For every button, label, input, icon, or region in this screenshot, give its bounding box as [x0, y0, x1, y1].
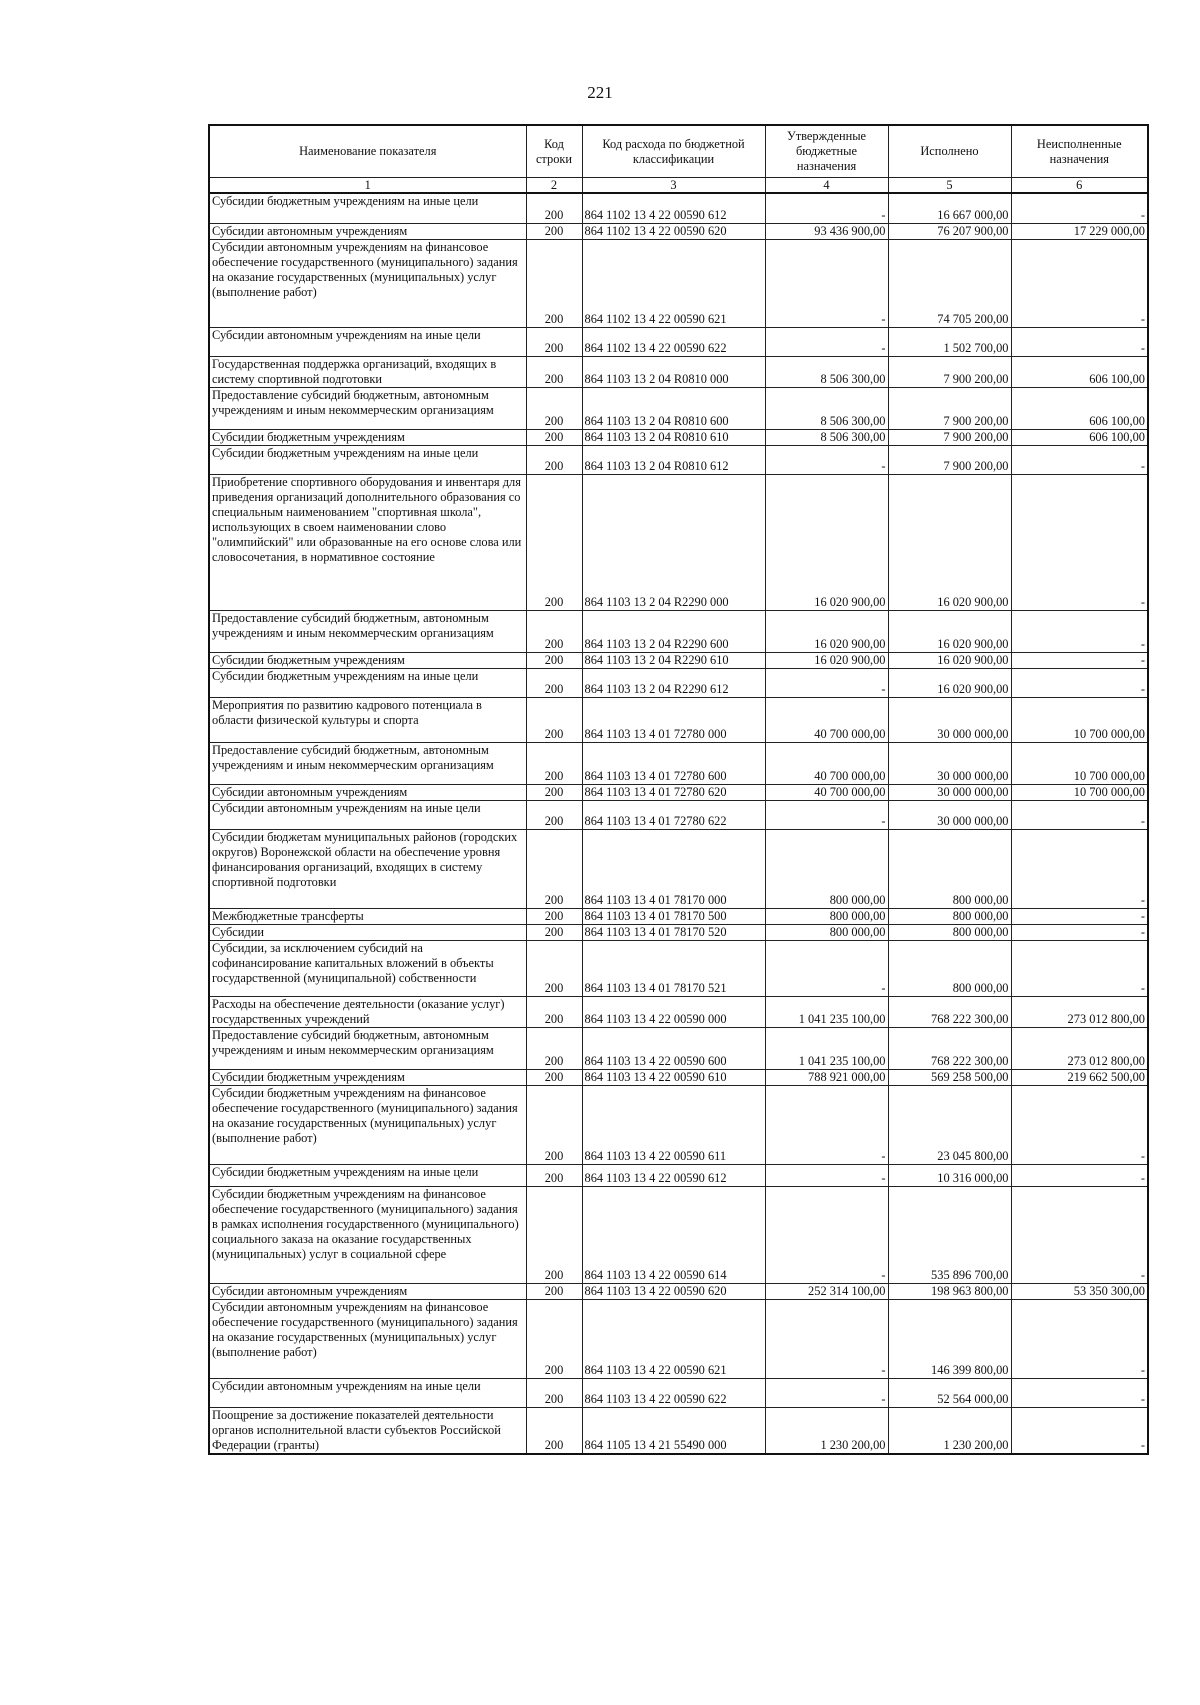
- table-row: [209, 996, 1148, 1027]
- row-unexecuted-amount: -: [1011, 193, 1148, 223]
- row-code: 200: [526, 1069, 582, 1085]
- column-number: 6: [1011, 178, 1148, 194]
- row-name: Приобретение спортивного оборудования и инвентаря для приведения организаций дополнительного образования со специальным наименованием "спортивная школа", использующих в своем наименовании слово "олимпийский" или образованные на его основе слова или словосочетания, в нормативное состояние: [209, 474, 526, 610]
- header-indicator-name: Наименование показателя: [209, 125, 526, 178]
- row-approved-amount: -: [765, 193, 888, 223]
- row-approved-amount: -: [765, 1378, 888, 1407]
- row-approved-amount: 8 506 300,00: [765, 387, 888, 429]
- row-approved-amount: 16 020 900,00: [765, 610, 888, 652]
- column-number: 3: [582, 178, 765, 194]
- row-code: 200: [526, 996, 582, 1027]
- row-executed-amount: 10 316 000,00: [888, 1164, 1011, 1186]
- table-row: [209, 193, 1148, 223]
- row-approved-amount: -: [765, 327, 888, 356]
- row-approved-amount: 8 506 300,00: [765, 429, 888, 445]
- table-row: [209, 387, 1148, 429]
- column-number: 2: [526, 178, 582, 194]
- table-row: [209, 908, 1148, 924]
- row-unexecuted-amount: -: [1011, 1186, 1148, 1283]
- row-unexecuted-amount: 10 700 000,00: [1011, 742, 1148, 784]
- row-unexecuted-amount: 606 100,00: [1011, 387, 1148, 429]
- table-row: [209, 223, 1148, 239]
- table-row: [209, 924, 1148, 940]
- row-classification-code: 864 1103 13 2 04 R2290 612: [582, 668, 765, 697]
- row-name: Субсидии бюджетным учреждениям: [209, 652, 526, 668]
- table-header-row: [209, 125, 1148, 178]
- row-name: Расходы на обеспечение деятельности (оказание услуг) государственных учреждений: [209, 996, 526, 1027]
- row-name: Субсидии бюджетным учреждениям: [209, 429, 526, 445]
- row-executed-amount: 76 207 900,00: [888, 223, 1011, 239]
- row-approved-amount: 40 700 000,00: [765, 742, 888, 784]
- row-approved-amount: 16 020 900,00: [765, 652, 888, 668]
- row-unexecuted-amount: -: [1011, 1085, 1148, 1164]
- row-unexecuted-amount: -: [1011, 908, 1148, 924]
- row-classification-code: 864 1102 13 4 22 00590 620: [582, 223, 765, 239]
- row-code: 200: [526, 1299, 582, 1378]
- row-executed-amount: 16 020 900,00: [888, 610, 1011, 652]
- row-unexecuted-amount: -: [1011, 474, 1148, 610]
- row-approved-amount: -: [765, 1164, 888, 1186]
- row-unexecuted-amount: 606 100,00: [1011, 356, 1148, 387]
- row-unexecuted-amount: -: [1011, 1378, 1148, 1407]
- header-approved: Утвержденные бюджетные назначения: [765, 125, 888, 178]
- row-name: Предоставление субсидий бюджетным, автономным учреждениям и иным некоммерческим организациям: [209, 387, 526, 429]
- row-classification-code: 864 1103 13 4 22 00590 000: [582, 996, 765, 1027]
- row-executed-amount: 800 000,00: [888, 940, 1011, 996]
- row-name: Субсидии бюджетным учреждениям на иные цели: [209, 1164, 526, 1186]
- table-row: [209, 1283, 1148, 1299]
- table-row: [209, 668, 1148, 697]
- table-row: [209, 1407, 1148, 1454]
- row-classification-code: 864 1103 13 2 04 R2290 600: [582, 610, 765, 652]
- row-executed-amount: 800 000,00: [888, 924, 1011, 940]
- row-classification-code: 864 1103 13 4 01 72780 620: [582, 784, 765, 800]
- row-unexecuted-amount: 606 100,00: [1011, 429, 1148, 445]
- row-code: 200: [526, 784, 582, 800]
- row-unexecuted-amount: 17 229 000,00: [1011, 223, 1148, 239]
- row-approved-amount: -: [765, 239, 888, 327]
- row-code: 200: [526, 327, 582, 356]
- row-approved-amount: 800 000,00: [765, 924, 888, 940]
- row-executed-amount: 1 230 200,00: [888, 1407, 1011, 1454]
- row-approved-amount: 1 041 235 100,00: [765, 996, 888, 1027]
- row-executed-amount: 800 000,00: [888, 908, 1011, 924]
- row-code: 200: [526, 697, 582, 742]
- row-name: Субсидии бюджетным учреждениям на иные цели: [209, 193, 526, 223]
- row-executed-amount: 16 020 900,00: [888, 652, 1011, 668]
- row-name: Предоставление субсидий бюджетным, автономным учреждениям и иным некоммерческим организациям: [209, 742, 526, 784]
- row-name: Предоставление субсидий бюджетным, автономным учреждениям и иным некоммерческим организациям: [209, 610, 526, 652]
- row-name: Государственная поддержка организаций, входящих в систему спортивной подготовки: [209, 356, 526, 387]
- row-classification-code: 864 1102 13 4 22 00590 612: [582, 193, 765, 223]
- row-name: Субсидии автономным учреждениям на иные цели: [209, 327, 526, 356]
- table-row: [209, 429, 1148, 445]
- row-executed-amount: 198 963 800,00: [888, 1283, 1011, 1299]
- row-classification-code: 864 1103 13 4 22 00590 612: [582, 1164, 765, 1186]
- row-code: 200: [526, 829, 582, 908]
- row-code: 200: [526, 1085, 582, 1164]
- row-unexecuted-amount: 10 700 000,00: [1011, 784, 1148, 800]
- row-name: Субсидии автономным учреждениям: [209, 223, 526, 239]
- row-code: 200: [526, 908, 582, 924]
- row-approved-amount: 1 041 235 100,00: [765, 1027, 888, 1069]
- table-row: [209, 784, 1148, 800]
- row-code: 200: [526, 223, 582, 239]
- row-executed-amount: 768 222 300,00: [888, 1027, 1011, 1069]
- table-row: [209, 1027, 1148, 1069]
- row-unexecuted-amount: -: [1011, 940, 1148, 996]
- row-name: Субсидии автономным учреждениям на финансовое обеспечение государственного (муниципального) задания на оказание государственных (муниципальных) услуг (выполнение работ): [209, 1299, 526, 1378]
- row-name: Субсидии бюджетам муниципальных районов (городских округов) Воронежской области на обеспечение уровня финансирования организаций, входящих в систему спортивной подготовки: [209, 829, 526, 908]
- row-unexecuted-amount: -: [1011, 829, 1148, 908]
- row-executed-amount: 30 000 000,00: [888, 784, 1011, 800]
- row-unexecuted-amount: 219 662 500,00: [1011, 1069, 1148, 1085]
- table-row: [209, 829, 1148, 908]
- row-executed-amount: 30 000 000,00: [888, 742, 1011, 784]
- row-executed-amount: 7 900 200,00: [888, 445, 1011, 474]
- row-approved-amount: 1 230 200,00: [765, 1407, 888, 1454]
- row-executed-amount: 74 705 200,00: [888, 239, 1011, 327]
- header-expense-code: Код расхода по бюджетной классификации: [582, 125, 765, 178]
- page-number: 221: [587, 83, 613, 102]
- row-code: 200: [526, 445, 582, 474]
- row-classification-code: 864 1103 13 4 01 78170 520: [582, 924, 765, 940]
- row-classification-code: 864 1103 13 4 01 78170 000: [582, 829, 765, 908]
- row-classification-code: 864 1102 13 4 22 00590 621: [582, 239, 765, 327]
- row-code: 200: [526, 474, 582, 610]
- row-classification-code: 864 1103 13 2 04 R0810 610: [582, 429, 765, 445]
- row-executed-amount: 16 667 000,00: [888, 193, 1011, 223]
- table-row: [209, 1186, 1148, 1283]
- header-row-code: Код строки: [526, 125, 582, 178]
- row-unexecuted-amount: -: [1011, 1164, 1148, 1186]
- row-code: 200: [526, 610, 582, 652]
- row-code: 200: [526, 1407, 582, 1454]
- row-code: 200: [526, 800, 582, 829]
- table-row: [209, 474, 1148, 610]
- row-approved-amount: -: [765, 800, 888, 829]
- row-classification-code: 864 1103 13 4 22 00590 614: [582, 1186, 765, 1283]
- row-classification-code: 864 1103 13 2 04 R2290 000: [582, 474, 765, 610]
- row-name: Субсидии автономным учреждениям на иные цели: [209, 800, 526, 829]
- row-name: Субсидии бюджетным учреждениям: [209, 1069, 526, 1085]
- row-executed-amount: 16 020 900,00: [888, 474, 1011, 610]
- row-unexecuted-amount: 273 012 800,00: [1011, 996, 1148, 1027]
- row-code: 200: [526, 742, 582, 784]
- row-approved-amount: -: [765, 668, 888, 697]
- row-approved-amount: 800 000,00: [765, 908, 888, 924]
- row-executed-amount: 569 258 500,00: [888, 1069, 1011, 1085]
- row-approved-amount: 40 700 000,00: [765, 697, 888, 742]
- row-code: 200: [526, 387, 582, 429]
- table-row: [209, 327, 1148, 356]
- row-approved-amount: -: [765, 1299, 888, 1378]
- table-row: [209, 1164, 1148, 1186]
- row-executed-amount: 23 045 800,00: [888, 1085, 1011, 1164]
- table-row: [209, 697, 1148, 742]
- row-unexecuted-amount: -: [1011, 668, 1148, 697]
- row-executed-amount: 146 399 800,00: [888, 1299, 1011, 1378]
- row-classification-code: 864 1103 13 2 04 R2290 610: [582, 652, 765, 668]
- column-number-row: [209, 178, 1148, 194]
- row-unexecuted-amount: 53 350 300,00: [1011, 1283, 1148, 1299]
- row-unexecuted-amount: -: [1011, 445, 1148, 474]
- row-code: 200: [526, 1027, 582, 1069]
- column-number: 1: [209, 178, 526, 194]
- table-row: [209, 1378, 1148, 1407]
- row-name: Субсидии автономным учреждениям на иные цели: [209, 1378, 526, 1407]
- row-name: Мероприятия по развитию кадрового потенциала в области физической культуры и спорта: [209, 697, 526, 742]
- row-classification-code: 864 1103 13 2 04 R0810 612: [582, 445, 765, 474]
- row-approved-amount: -: [765, 940, 888, 996]
- row-name: Субсидии бюджетным учреждениям на иные цели: [209, 445, 526, 474]
- row-classification-code: 864 1103 13 4 22 00590 620: [582, 1283, 765, 1299]
- row-code: 200: [526, 924, 582, 940]
- row-unexecuted-amount: 273 012 800,00: [1011, 1027, 1148, 1069]
- row-name: Поощрение за достижение показателей деятельности органов исполнительной власти субъектов Российской Федерации (гранты): [209, 1407, 526, 1454]
- row-code: 200: [526, 652, 582, 668]
- table-row: [209, 1085, 1148, 1164]
- row-name: Субсидии автономным учреждениям на финансовое обеспечение государственного (муниципального) задания на оказание государственных (муниципальных) услуг (выполнение работ): [209, 239, 526, 327]
- row-name: Субсидии автономным учреждениям: [209, 784, 526, 800]
- row-approved-amount: 93 436 900,00: [765, 223, 888, 239]
- row-classification-code: 864 1103 13 2 04 R0810 600: [582, 387, 765, 429]
- row-approved-amount: 252 314 100,00: [765, 1283, 888, 1299]
- table-row: [209, 800, 1148, 829]
- row-executed-amount: 7 900 200,00: [888, 429, 1011, 445]
- row-approved-amount: 788 921 000,00: [765, 1069, 888, 1085]
- row-approved-amount: 40 700 000,00: [765, 784, 888, 800]
- row-name: Субсидии автономным учреждениям: [209, 1283, 526, 1299]
- row-classification-code: 864 1103 13 4 01 78170 521: [582, 940, 765, 996]
- table-row: [209, 445, 1148, 474]
- row-code: 200: [526, 239, 582, 327]
- row-name: Субсидии, за исключением субсидий на софинансирование капитальных вложений в объекты государственной (муниципальной) собственности: [209, 940, 526, 996]
- row-executed-amount: 30 000 000,00: [888, 697, 1011, 742]
- row-classification-code: 864 1103 13 4 01 78170 500: [582, 908, 765, 924]
- row-classification-code: 864 1102 13 4 22 00590 622: [582, 327, 765, 356]
- row-executed-amount: 16 020 900,00: [888, 668, 1011, 697]
- table-row: [209, 742, 1148, 784]
- row-approved-amount: -: [765, 1186, 888, 1283]
- row-code: 200: [526, 940, 582, 996]
- row-classification-code: 864 1103 13 4 01 72780 000: [582, 697, 765, 742]
- row-name: Субсидии: [209, 924, 526, 940]
- row-name: Межбюджетные трансферты: [209, 908, 526, 924]
- table-row: [209, 652, 1148, 668]
- row-executed-amount: 30 000 000,00: [888, 800, 1011, 829]
- header-unexecuted: Неисполненные назначения: [1011, 125, 1148, 178]
- table-row: [209, 1299, 1148, 1378]
- row-approved-amount: 16 020 900,00: [765, 474, 888, 610]
- row-unexecuted-amount: -: [1011, 327, 1148, 356]
- row-code: 200: [526, 1283, 582, 1299]
- row-executed-amount: 1 502 700,00: [888, 327, 1011, 356]
- row-classification-code: 864 1103 13 4 22 00590 600: [582, 1027, 765, 1069]
- row-classification-code: 864 1103 13 4 22 00590 621: [582, 1299, 765, 1378]
- row-executed-amount: 768 222 300,00: [888, 996, 1011, 1027]
- row-approved-amount: 800 000,00: [765, 829, 888, 908]
- row-unexecuted-amount: 10 700 000,00: [1011, 697, 1148, 742]
- row-name: Предоставление субсидий бюджетным, автономным учреждениям и иным некоммерческим организациям: [209, 1027, 526, 1069]
- row-code: 200: [526, 429, 582, 445]
- row-classification-code: 864 1103 13 4 01 72780 600: [582, 742, 765, 784]
- row-code: 200: [526, 668, 582, 697]
- row-classification-code: 864 1103 13 4 22 00590 610: [582, 1069, 765, 1085]
- row-executed-amount: 7 900 200,00: [888, 356, 1011, 387]
- row-name: Субсидии бюджетным учреждениям на финансовое обеспечение государственного (муниципального) задания в рамках исполнения государственного (муниципального) социального заказа на оказание государственных (муниципальных) услуг в социальной сфере: [209, 1186, 526, 1283]
- row-unexecuted-amount: -: [1011, 1407, 1148, 1454]
- row-code: 200: [526, 1186, 582, 1283]
- row-unexecuted-amount: -: [1011, 652, 1148, 668]
- row-unexecuted-amount: -: [1011, 610, 1148, 652]
- row-name: Субсидии бюджетным учреждениям на финансовое обеспечение государственного (муниципального) задания на оказание государственных (муниципальных) услуг (выполнение работ): [209, 1085, 526, 1164]
- table-row: [209, 610, 1148, 652]
- row-unexecuted-amount: -: [1011, 239, 1148, 327]
- row-executed-amount: 52 564 000,00: [888, 1378, 1011, 1407]
- row-classification-code: 864 1103 13 4 01 72780 622: [582, 800, 765, 829]
- table-row: [209, 940, 1148, 996]
- column-number: 4: [765, 178, 888, 194]
- row-code: 200: [526, 356, 582, 387]
- row-classification-code: 864 1103 13 2 04 R0810 000: [582, 356, 765, 387]
- row-approved-amount: -: [765, 445, 888, 474]
- row-approved-amount: -: [765, 1085, 888, 1164]
- table-body: [209, 193, 1148, 1454]
- row-code: 200: [526, 1378, 582, 1407]
- budget-execution-table: [208, 124, 1149, 1455]
- row-approved-amount: 8 506 300,00: [765, 356, 888, 387]
- row-executed-amount: 7 900 200,00: [888, 387, 1011, 429]
- row-executed-amount: 535 896 700,00: [888, 1186, 1011, 1283]
- row-code: 200: [526, 1164, 582, 1186]
- row-executed-amount: 800 000,00: [888, 829, 1011, 908]
- row-classification-code: 864 1103 13 4 22 00590 622: [582, 1378, 765, 1407]
- table-row: [209, 1069, 1148, 1085]
- table-row: [209, 356, 1148, 387]
- row-unexecuted-amount: -: [1011, 1299, 1148, 1378]
- row-unexecuted-amount: -: [1011, 924, 1148, 940]
- row-unexecuted-amount: -: [1011, 800, 1148, 829]
- row-name: Субсидии бюджетным учреждениям на иные цели: [209, 668, 526, 697]
- row-classification-code: 864 1103 13 4 22 00590 611: [582, 1085, 765, 1164]
- table-row: [209, 239, 1148, 327]
- header-executed: Исполнено: [888, 125, 1011, 178]
- row-code: 200: [526, 193, 582, 223]
- column-number: 5: [888, 178, 1011, 194]
- row-classification-code: 864 1105 13 4 21 55490 000: [582, 1407, 765, 1454]
